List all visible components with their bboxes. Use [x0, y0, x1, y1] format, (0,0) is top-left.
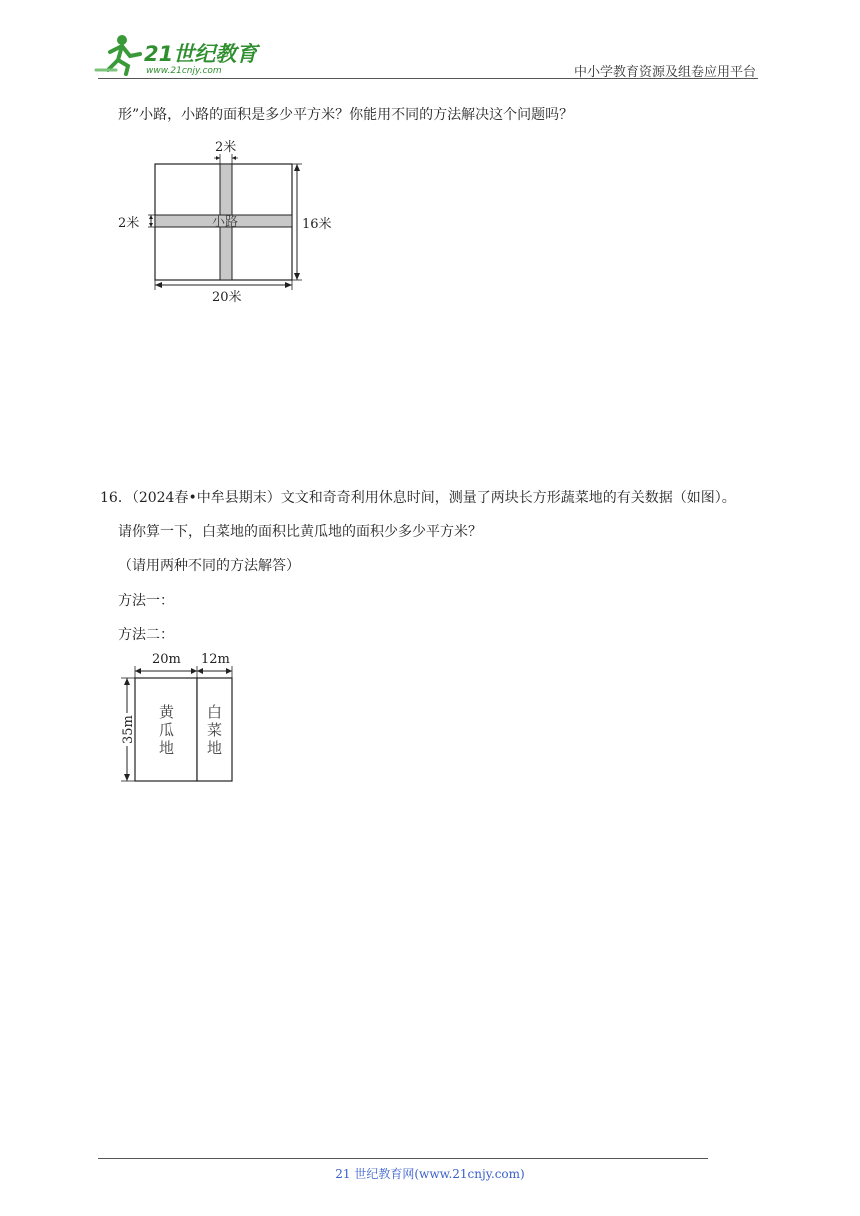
- site-logo: [92, 30, 262, 80]
- q15-continuation-text: 形”小路，小路的面积是多少平方米？你能用不同的方法解决这个问题吗？: [118, 107, 574, 123]
- field-height-label: 35m: [121, 715, 136, 744]
- road-label: 小路: [212, 215, 239, 230]
- cucumber-width-label: 20m: [152, 652, 181, 667]
- cucumber-char-2: 瓜: [159, 721, 175, 739]
- field-height-label: 16米: [302, 217, 332, 232]
- q16-stem-line1: 16．（2024春•中牟县期末）文文和奇奇利用休息时间，测量了两块长方形蔬菜地的有关数据（如图）。: [100, 490, 736, 506]
- q16-method1-label: 方法一：: [118, 593, 174, 609]
- vegetable-field-figure: [115, 648, 240, 784]
- cucumber-char-3: 地: [159, 739, 175, 757]
- cabbage-char-1: 白: [207, 703, 223, 721]
- field-width-label: 20米: [212, 290, 242, 304]
- cucumber-char-1: 黄: [159, 703, 175, 721]
- q16-method2-label: 方法二：: [118, 627, 174, 643]
- q16-stem-line3: （请用两种不同的方法解答）: [118, 558, 300, 574]
- logo-main-text: 21世纪教育: [144, 42, 258, 66]
- header-platform-text: 中小学教育资源及组卷应用平台: [573, 65, 756, 80]
- runner-icon: [96, 35, 140, 74]
- footer-divider: [98, 1158, 708, 1159]
- cabbage-width-label: 12m: [201, 652, 230, 667]
- logo-url-text: www.21cnjy.com: [146, 66, 222, 76]
- q16-stem-line2: 请你算一下，白菜地的面积比黄瓜地的面积少多少平方米？: [118, 524, 482, 540]
- footer-site-text: 21 世纪教育网(www.21cnjy.com): [335, 1167, 525, 1181]
- cabbage-char-3: 地: [207, 739, 223, 757]
- road-figure: [112, 132, 342, 304]
- cabbage-char-2: 菜: [207, 721, 223, 739]
- road-width-top-label: 2米: [215, 140, 237, 155]
- road-width-left-label: 2米: [118, 216, 140, 231]
- header-divider: [98, 78, 758, 79]
